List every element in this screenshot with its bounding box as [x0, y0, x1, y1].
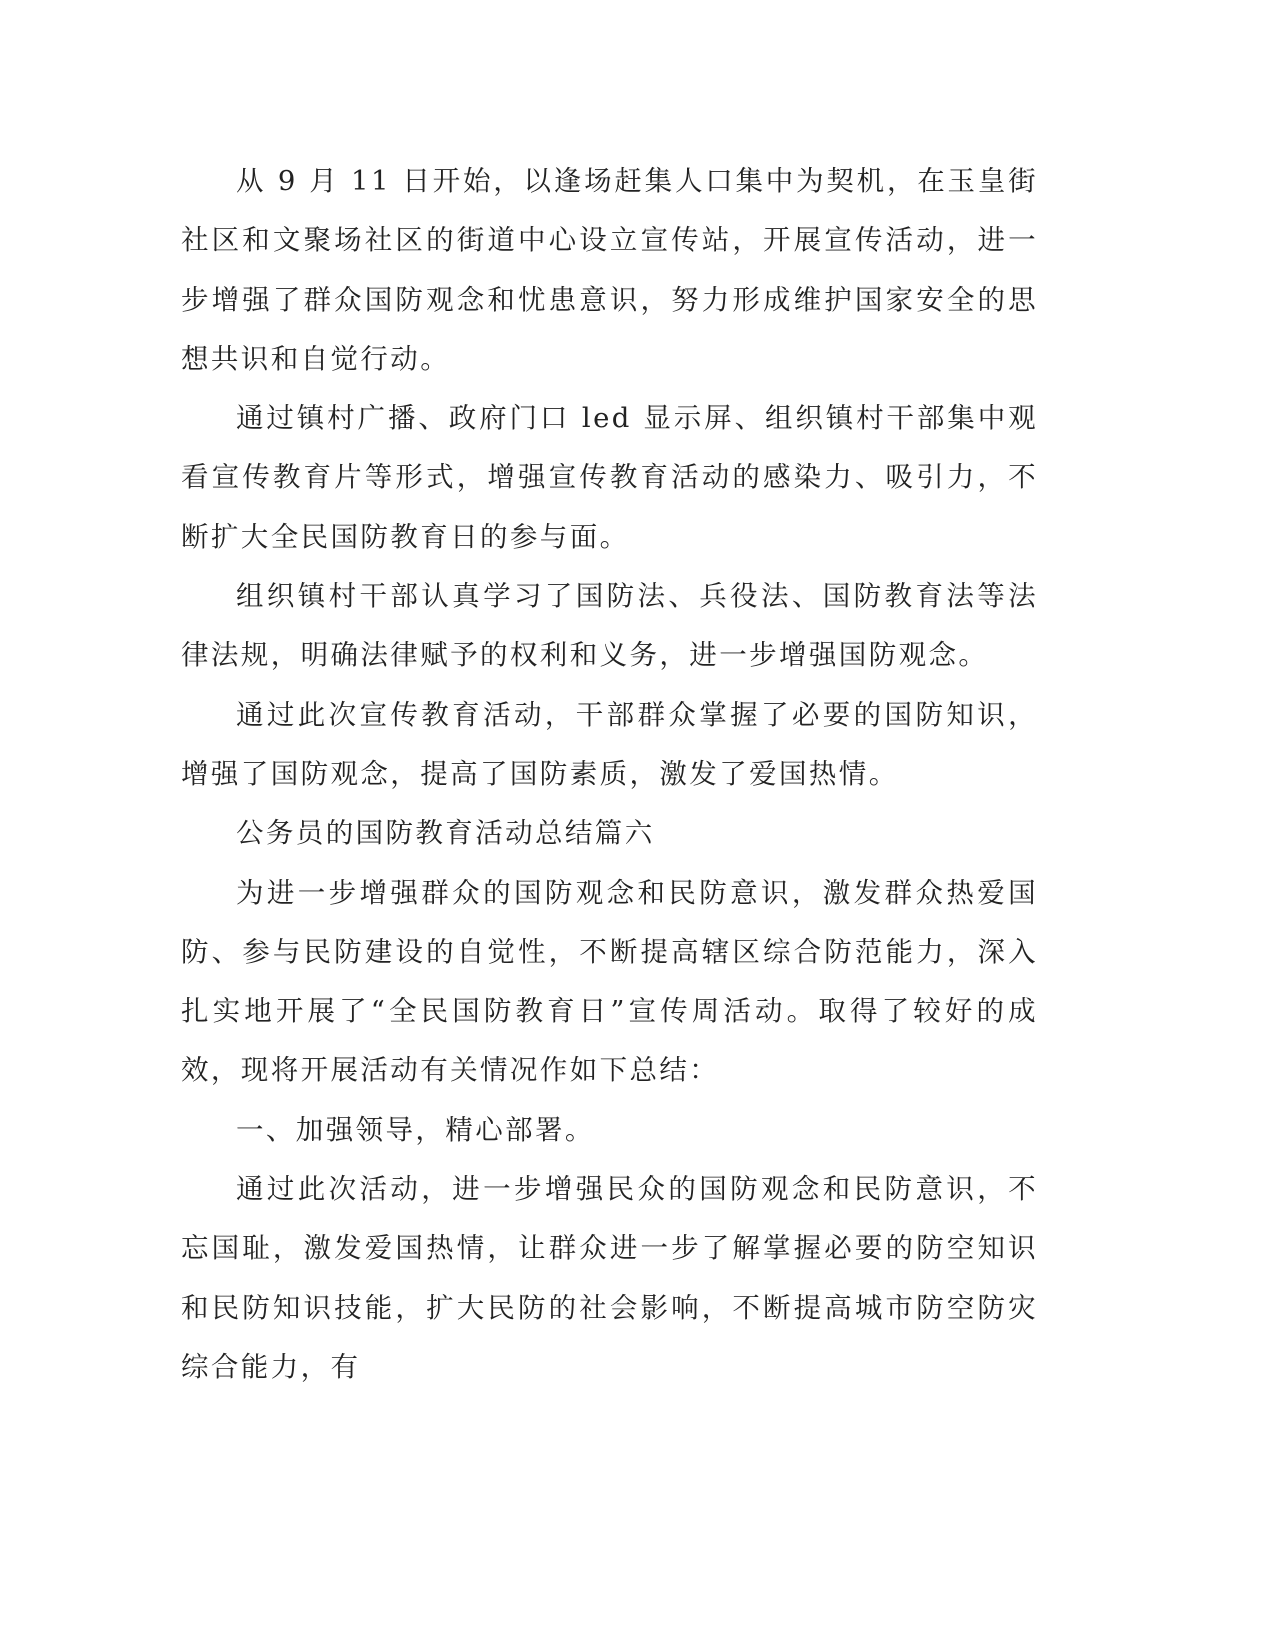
paragraph-2: 通过镇村广播、政府门口 led 显示屏、组织镇村干部集中观看宣传教育片等形式，增强宣传教育活动的感染力、吸引力，不断扩大全民国防教育日的参与面。	[181, 402, 1038, 553]
section-heading: 公务员的国防教育活动总结篇六	[236, 817, 655, 850]
subheading-1: 一、加强领导，精心部署。	[236, 1113, 595, 1146]
paragraph-4: 通过此次宣传教育活动，干部群众掌握了必要的国防知识，增强了国防观念，提高了国防素质，激发了爱国热情。	[181, 698, 1038, 790]
paragraph-6: 通过此次活动，进一步增强民众的国防观念和民防意识，不忘国耻，激发爱国热情，让群众进一步了解掌握必要的防空知识和民防知识技能，扩大民防的社会影响，不断提高城市防空防灾综合能力，有	[181, 1173, 1038, 1383]
paragraph-5: 为进一步增强群众的国防观念和民防意识，激发群众热爱国防、参与民防建设的自觉性，不断提高辖区综合防范能力，深入扎实地开展了“全民国防教育日”宣传周活动。取得了较好的成效，现将开展活动有关情况作如下总结：	[181, 876, 1038, 1087]
paragraph-3: 组织镇村干部认真学习了国防法、兵役法、国防教育法等法律法规，明确法律赋予的权利和义务，进一步增强国防观念。	[181, 580, 1038, 672]
document-body	[181, 152, 1038, 1397]
paragraph-1: 从 9 月 11 日开始，以逢场赶集人口集中为契机，在玉皇街社区和文聚场社区的街道中心设立宣传站，开展宣传活动，进一步增强了群众国防观念和忧患意识，努力形成维护国家安全的思想共识和自觉行动。	[181, 165, 1038, 375]
